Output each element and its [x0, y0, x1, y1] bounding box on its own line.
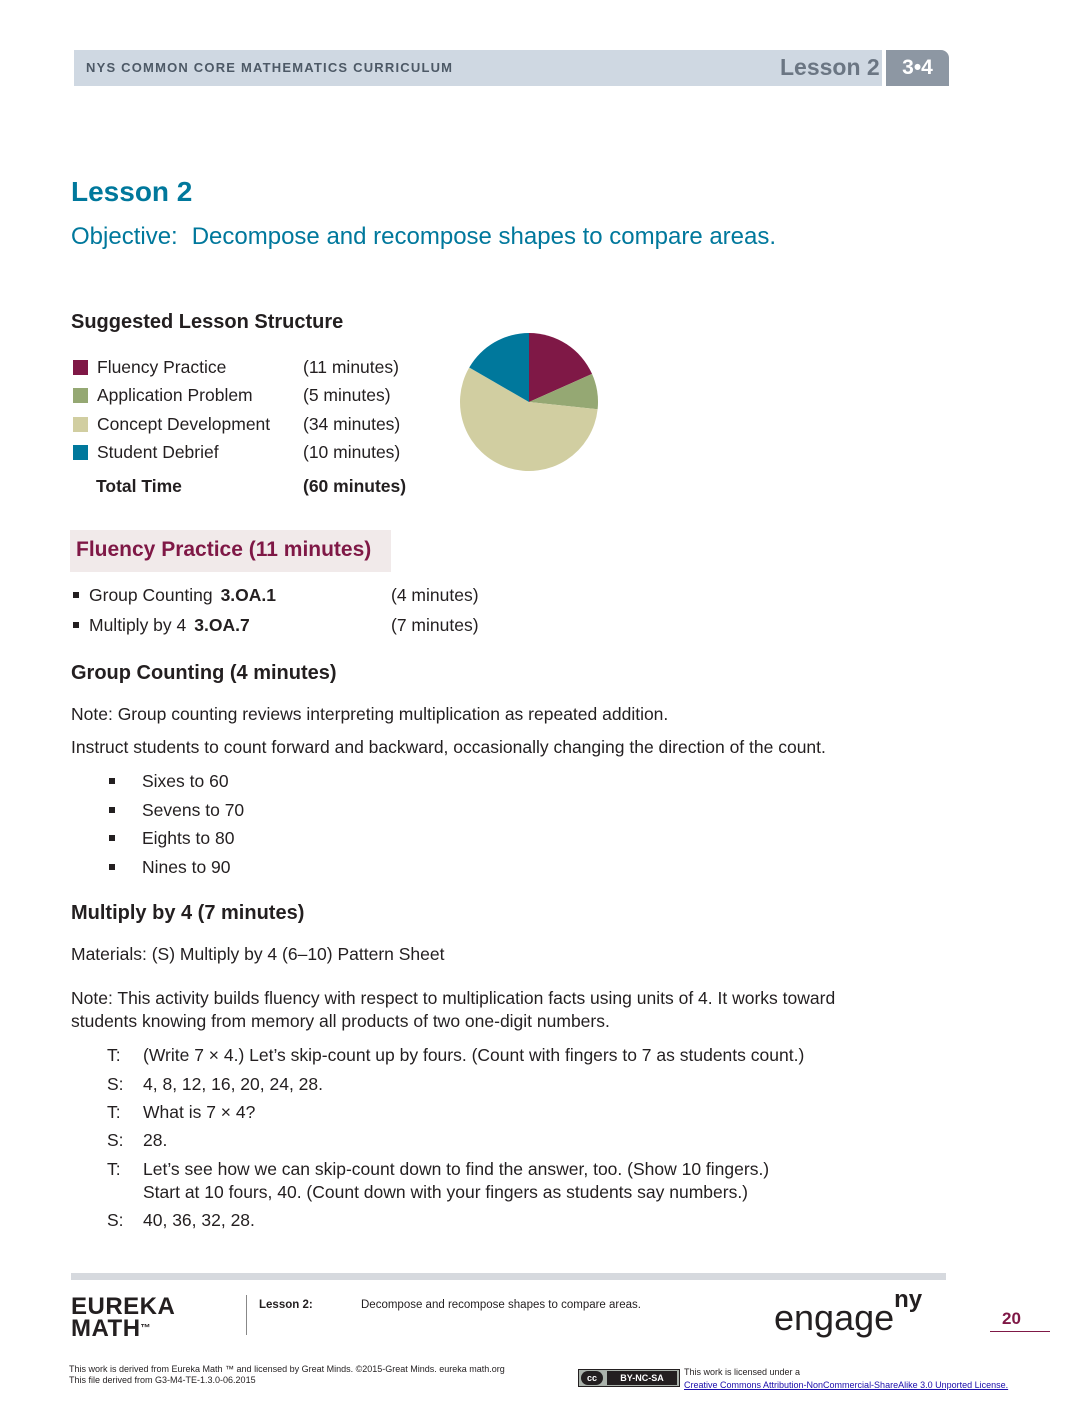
group-counting-heading: Group Counting (4 minutes)	[71, 662, 337, 684]
structure-minutes: (10 minutes)	[303, 442, 401, 462]
fluency-heading: Fluency Practice (11 minutes)	[76, 538, 372, 561]
multiply-note-line: Note: This activity builds fluency with respect to multiplication facts using units of 4. It works toward	[71, 988, 836, 1008]
page-number: 20	[1002, 1309, 1021, 1328]
structure-minutes: (34 minutes)	[303, 414, 401, 434]
fluency-item-name: Multiply by 4	[89, 615, 187, 635]
total-time-label: Total Time	[96, 476, 182, 496]
footer-lesson-objective: Decompose and recompose shapes to compare areas.	[361, 1299, 641, 1311]
group-counting-note: Note: Group counting reviews interpreting multiplication as repeated addition.	[71, 704, 669, 724]
speaker: T:	[107, 1159, 121, 1179]
credit-line: This work is derived from Eureka Math ™ and licensed by Great Minds. ©2015-Great Minds. eureka math.org	[69, 1364, 505, 1374]
grade-module-badge: 3•4	[886, 50, 949, 86]
objective-label: Objective:	[71, 223, 178, 250]
fluency-item-standard: 3.OA.1	[220, 585, 277, 605]
cc-license-code: BY-NC-SA	[607, 1371, 677, 1385]
structure-name: Application Problem	[97, 385, 253, 405]
bullet-icon	[73, 592, 79, 598]
fluency-item-standard: 3.OA.7	[194, 615, 250, 635]
structure-minutes: (11 minutes)	[303, 357, 399, 377]
legend-swatch	[73, 445, 88, 460]
eureka-math-logo: EUREKA MATH™	[71, 1293, 176, 1342]
dialogue-text: 4, 8, 12, 16, 20, 24, 28.	[143, 1074, 323, 1094]
lesson-structure-pie-chart	[458, 331, 600, 473]
header-lesson: Lesson 2	[780, 54, 880, 80]
dialogue-text: (Write 7 × 4.) Let’s skip-count up by fours. (Count with fingers to 7 as students count.)	[143, 1045, 805, 1065]
structure-name: Fluency Practice	[97, 357, 227, 377]
dialogue-text: What is 7 × 4?	[143, 1102, 256, 1122]
bullet-icon	[109, 807, 115, 813]
dialogue-text: Start at 10 fours, 40. (Count down with your fingers as students say numbers.)	[143, 1182, 749, 1202]
dialogue-text: 40, 36, 32, 28.	[143, 1210, 255, 1230]
engageny-logo: engage$^{ny}$	[774, 1286, 923, 1338]
speaker: S:	[107, 1074, 124, 1094]
footer-rule	[71, 1273, 946, 1280]
cc-icon: cc	[581, 1371, 603, 1385]
multiply-note-line: students knowing from memory all products of two one-digit numbers.	[71, 1011, 610, 1031]
page-number-rule	[990, 1331, 1050, 1332]
speaker: T:	[107, 1045, 121, 1065]
structure-name: Concept Development	[97, 414, 271, 434]
credit-line: This file derived from G3-M4-TE-1.3.0-06.2015	[69, 1375, 256, 1385]
fluency-item-minutes: (4 minutes)	[391, 585, 479, 605]
structure-name: Student Debrief	[97, 442, 219, 462]
footer-lesson-label: Lesson 2:	[259, 1299, 313, 1311]
group-counting-instruction: Instruct students to count forward and backward, occasionally changing the direction of the count.	[71, 737, 826, 757]
dialogue-text: 28.	[143, 1130, 168, 1150]
bullet-icon	[73, 622, 79, 628]
legend-swatch	[73, 360, 88, 375]
lesson-title: Lesson 2	[71, 176, 193, 207]
curriculum-title: NYS COMMON CORE MATHEMATICS CURRICULUM	[86, 60, 454, 75]
license-link[interactable]: Creative Commons Attribution-NonCommercial-ShareAlike 3.0 Unported License.	[684, 1380, 1009, 1390]
structure-minutes: (5 minutes)	[303, 385, 391, 405]
bullet-icon	[109, 835, 115, 841]
multiply-heading: Multiply by 4 (7 minutes)	[71, 902, 305, 924]
fluency-item-minutes: (7 minutes)	[391, 615, 479, 635]
structure-title: Suggested Lesson Structure	[71, 311, 344, 333]
total-time-minutes: (60 minutes)	[303, 476, 407, 496]
bullet-icon	[109, 864, 115, 870]
creative-commons-badge[interactable]	[578, 1369, 680, 1387]
footer-divider	[246, 1295, 247, 1335]
materials-line: Materials: (S) Multiply by 4 (6–10) Pattern Sheet	[71, 944, 445, 964]
objective	[71, 223, 776, 251]
license-text: This work is licensed under a	[684, 1367, 801, 1377]
fluency-item-name: Group Counting	[89, 585, 213, 605]
bullet-icon	[109, 778, 115, 784]
speaker: S:	[107, 1130, 124, 1150]
legend-swatch	[73, 388, 88, 403]
speaker: T:	[107, 1102, 121, 1122]
speaker: S:	[107, 1210, 124, 1230]
objective-text: Decompose and recompose shapes to compare areas.	[191, 223, 777, 250]
dialogue-text: Let’s see how we can skip-count down to find the answer, too. (Show 10 fingers.)	[143, 1159, 770, 1179]
legend-swatch	[73, 417, 88, 432]
